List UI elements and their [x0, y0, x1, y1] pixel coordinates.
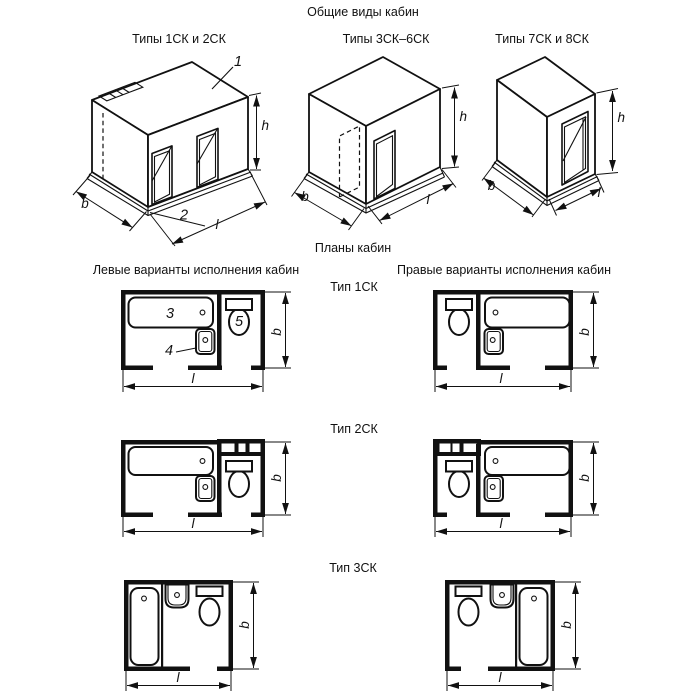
dim-label-l: l	[215, 217, 219, 232]
iso-view-1-title: Типы 1СК и 2СК	[132, 32, 226, 46]
right-variants-title: Правые варианты исполнения кабин	[396, 263, 612, 277]
dim-label-h: h	[617, 110, 626, 125]
general-views-title: Общие виды кабин	[307, 5, 419, 19]
dim-label-l: l	[498, 670, 502, 685]
toilet	[226, 299, 252, 335]
toilet	[226, 461, 252, 497]
dimension-b	[573, 442, 599, 515]
washbasin	[166, 585, 189, 608]
iso-view-7sk-8sk	[482, 32, 625, 217]
dim-label-l: l	[191, 516, 195, 531]
callout-label-tray: 2	[179, 207, 189, 224]
dimension-b	[555, 582, 581, 669]
bathtub	[485, 298, 570, 328]
iso-view-1sk-2sk	[73, 32, 269, 246]
washbasin	[485, 476, 504, 501]
plan-1sk-right	[433, 290, 599, 392]
iso-view-3sk-6sk	[292, 32, 468, 230]
bathtub	[129, 447, 214, 475]
toilet	[446, 461, 472, 497]
dim-label-b: b	[81, 196, 89, 211]
dim-label-b: b	[487, 178, 496, 193]
partition-screen	[161, 585, 163, 667]
toilet	[456, 587, 482, 626]
bathtub	[485, 447, 570, 475]
plans-title: Планы кабин	[314, 241, 392, 255]
toilet	[446, 299, 472, 335]
dim-label-l: l	[499, 371, 503, 386]
callout-tray	[150, 208, 205, 227]
dim-label-l: l	[597, 185, 601, 200]
dimension-l	[435, 370, 571, 392]
dim-label-b: b	[577, 328, 592, 336]
iso-view-2-title: Типы 3СК–6СК	[342, 32, 430, 46]
plan-type-1sk-title: Тип 1СК	[330, 280, 378, 294]
bathtub	[129, 298, 214, 328]
plan-3sk-right	[445, 580, 581, 691]
dimension-l	[123, 370, 263, 392]
dimension-b	[265, 292, 291, 368]
bathtub	[520, 588, 548, 665]
washbasin	[485, 329, 504, 354]
dim-label-l: l	[176, 670, 180, 685]
plan-3sk-left	[124, 580, 259, 691]
washbasin	[491, 585, 514, 608]
dimension-h	[442, 85, 467, 169]
dim-label-b: b	[559, 621, 574, 629]
dim-label-l: l	[499, 516, 503, 531]
plan-2sk-right	[433, 439, 599, 537]
dim-label-h: h	[261, 118, 270, 133]
dimension-l	[435, 516, 571, 537]
dimension-l	[447, 670, 553, 691]
dimension-h	[597, 89, 626, 175]
dimension-b	[233, 582, 259, 669]
dim-label-b: b	[269, 328, 284, 336]
dim-label-b: b	[269, 474, 284, 482]
partition-screen	[515, 585, 517, 667]
washbasin	[196, 476, 215, 501]
callout-label-washbasin: 4	[164, 343, 174, 359]
dim-label-l: l	[426, 192, 430, 207]
dimension-l	[126, 670, 231, 691]
dim-label-b: b	[237, 621, 252, 629]
dimension-l	[123, 516, 263, 537]
plan-type-2sk-title: Тип 2СК	[330, 422, 378, 436]
toilet	[197, 587, 223, 626]
bathtub	[131, 588, 159, 665]
dim-label-h: h	[459, 109, 468, 124]
dimension-b	[573, 292, 599, 368]
plan-1sk-left	[121, 290, 291, 392]
washbasin	[165, 329, 215, 359]
dimension-h	[249, 93, 269, 170]
left-variants-title: Левые варианты исполнения кабин	[92, 263, 300, 277]
callout-label-bath: 3	[165, 306, 175, 322]
dim-label-l: l	[191, 371, 195, 386]
dim-label-b: b	[577, 474, 592, 482]
callout-label-cabin: 1	[233, 54, 243, 70]
dim-label-b: b	[301, 189, 309, 204]
iso-view-3-title: Типы 7СК и 8СК	[495, 32, 589, 46]
plan-type-3sk-title: Тип 3СК	[329, 561, 377, 575]
dimension-b	[265, 442, 291, 515]
callout-label-toilet: 5	[234, 314, 244, 330]
plan-2sk-left	[121, 439, 291, 537]
